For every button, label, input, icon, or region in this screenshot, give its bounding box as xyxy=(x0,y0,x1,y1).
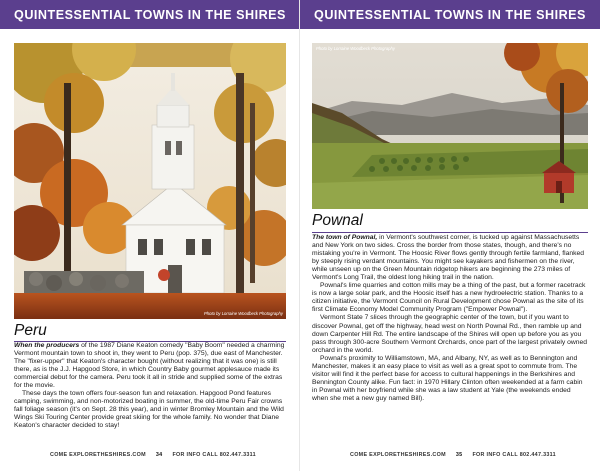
left-page-footer xyxy=(50,452,256,458)
pownal-lead: The town of Pownal, xyxy=(312,234,378,241)
pownal-article-body xyxy=(312,234,588,403)
pownal-paragraph-4: Pownal's proximity to Williamstown, MA, and Albany, NY, as well as to Bennington and Manchester, makes it an easy place to visit as well as a great spot to commute from. The visitor will find it the perfect base for access to cultural happenings in the Berkshires and Bennington County alike. Fun fact: in 1970 Hillary Clinton often weekended at a farm cabin in Pownal with her boyfriend while she was a law student at Yale (the weekends ended when she met a new guy named Bill). xyxy=(312,354,583,402)
peru-lead: When the producers xyxy=(14,342,80,349)
pownal-valley-photo xyxy=(312,43,588,209)
peru-paragraph-2: These days the town offers four-season fun and relaxation. Hapgood Pond features camping, swimming, and non-motorized boating in summer, the old-time Peru Fair crowns fall foliage season (it's on Sept. 28 this year), and in winter Bromley Mountain and the Wild Wings Ski Touring Center provide great skiing for the whole family. No wonder that Diane Keaton's character decided to stay! xyxy=(14,390,284,430)
peru-article-body xyxy=(14,342,286,431)
right-header-title: QUINTESSENTIAL TOWNS IN THE SHIRES xyxy=(314,8,586,22)
left-header-title: QUINTESSENTIAL TOWNS IN THE SHIRES xyxy=(14,8,286,22)
left-page-number: 34 xyxy=(155,452,163,458)
left-footer-phone: FOR INFO CALL 802.447.3311 xyxy=(172,452,256,458)
peru-church-photo xyxy=(14,43,286,319)
left-photo-credit: Photo by Lorraine Woodbeck Photography xyxy=(204,311,283,316)
pownal-title-rule xyxy=(312,232,588,233)
pownal-paragraph-3: Vermont State 7 slices through the geographic center of the town, but if you want to discover Pownal, get off the highway, head west on North Pownal Rd., then ramble up and down Carpenter Hill Rd. The entire landscape of the Shires will open up before you as you pass through 300-acre Southern Vermont Orchards, once part of the largest privately owned orchard in the world. xyxy=(312,314,588,354)
peru-paragraph-1-text: of the 1987 Diane Keaton comedy "Baby Boom" needed a charming Vermont mountain town to shoot in, they went to Peru (pop. 375), due east of Manchester. The "fixer-upper" that Keaton's character bought (without realizing that it was one) is still there, as is the J.J. Hapgood Store, in which Country Baby gourmet applesauce made its commercial debut for the camera. Peru took it all in stride and supplied some of the extras for the movie. xyxy=(14,342,285,390)
right-page xyxy=(300,0,600,471)
right-page-header xyxy=(300,0,600,29)
right-page-footer xyxy=(350,452,556,458)
pownal-paragraph-1-text: in Vermont's southwest corner, is tucked up against Massachusetts and New York on two sides. Cross the border from those states, though, and there's no mistaking you're in Vermont. The Hoosic River flows gently through fertile farmland, flanked by steeply rising verdant mountains. You might see kayakers and fishermen on the river, while unseen up on the Green Mountain ridgetop hikers are beginning the 273 miles of Vermont's Long Trail, the oldest long hiking trail in the nation. xyxy=(312,234,585,282)
right-footer-site: COME EXPLORETHESHIRES.COM xyxy=(350,452,446,458)
pownal-paragraph-2: Pownal's lime quarries and cotton mills may be a thing of the past, but a former racetrack is now a large solar park, and the Hoosic itself has a new hydroelectric station. Thanks to a citizen initiative, the Vermont Council on Rural Development chose Pownal as the site of its first Climate Economy Model Community Program ("Empower Pownal"). xyxy=(312,282,586,314)
pownal-paragraph-1 xyxy=(312,234,588,282)
right-page-number: 35 xyxy=(455,452,463,458)
left-footer-site: COME EXPLORETHESHIRES.COM xyxy=(50,452,146,458)
pownal-title: Pownal xyxy=(312,212,363,229)
right-photo-credit: Photo by Lorraine Woodbeck Photography xyxy=(316,46,395,51)
peru-title: Peru xyxy=(14,322,47,339)
right-footer-phone: FOR INFO CALL 802.447.3311 xyxy=(472,452,556,458)
peru-paragraph-1 xyxy=(14,342,286,390)
left-page-header xyxy=(0,0,300,29)
